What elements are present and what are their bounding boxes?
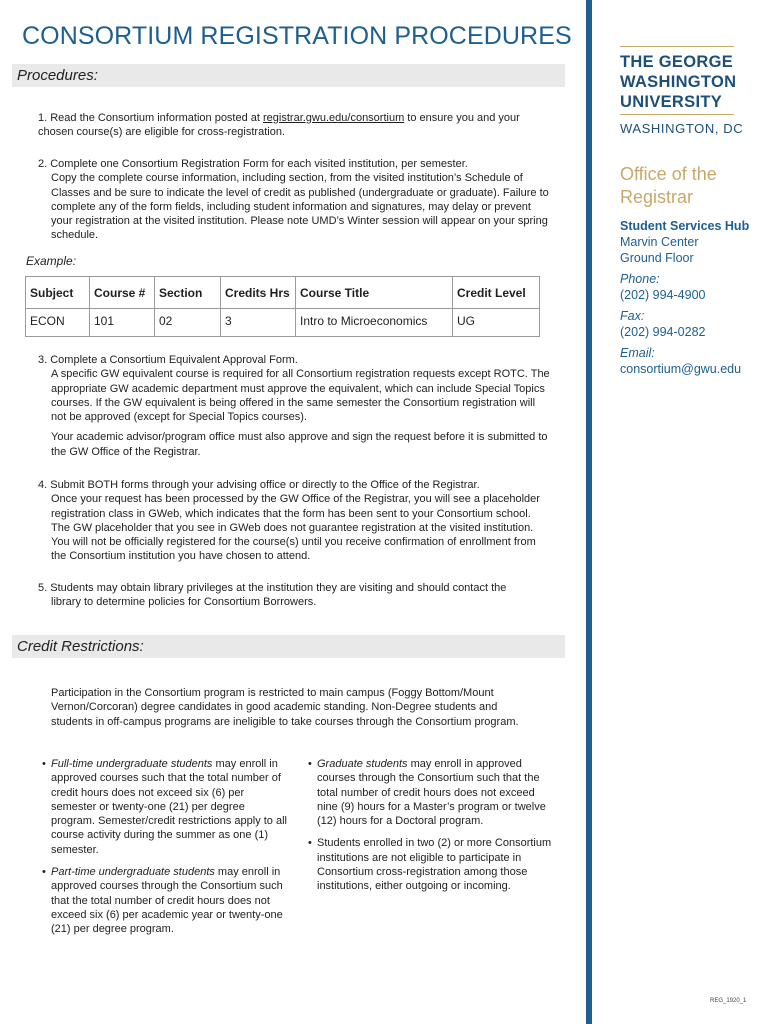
cell-course-number: 101 [90, 309, 155, 337]
credit-column-left [42, 757, 287, 945]
example-label: Example: [26, 254, 77, 268]
email-label: Email: [620, 346, 655, 360]
cell-section: 02 [155, 309, 221, 337]
col-header-credit-hours: Credits Hrs [221, 277, 296, 309]
graduate-text: may enroll in approved courses through the Consortium such that the total number of credit hours does not exceed nine (9) hours for a Master’s program or twelve (12) hours for a Doctoral program. [317, 758, 546, 828]
bullet-icon: • [42, 758, 46, 770]
email-link[interactable]: consortium@gwu.edu [620, 362, 742, 376]
example-table-header-row [26, 277, 540, 309]
step-4 [38, 478, 550, 564]
step-1 [38, 111, 550, 140]
phone-label: Phone: [620, 272, 660, 286]
consortium-link[interactable]: registrar.gwu.edu/consortium [263, 112, 405, 124]
col-header-section: Section [155, 277, 221, 309]
list-item [42, 865, 287, 936]
logo-line-2: WASHINGTON [620, 73, 737, 91]
col-header-course-number: Course # [90, 277, 155, 309]
fulltime-label: Full-time undergraduate students [51, 758, 213, 770]
bullet-icon: • [42, 866, 46, 879]
office-title [620, 163, 717, 209]
logo-rule-top [620, 46, 734, 47]
student-services-hub [620, 218, 749, 266]
list-item [308, 757, 553, 828]
sidebar-divider [586, 0, 592, 1024]
bullet-icon: • [308, 758, 312, 770]
example-table [25, 276, 540, 337]
parttime-label: Part-time undergraduate students [51, 866, 215, 879]
procedures-band [12, 64, 565, 87]
credit-restrictions-heading: Credit Restrictions: [17, 638, 144, 655]
bullet-icon: • [308, 837, 312, 850]
step-2-body: Copy the complete course information, including section, from the visited institution’s Schedule of Classes and be sure to indicate the level of credit as published (undergraduate or graduate). Failure to complete any of the form fields, including student information and signatures, may delay or prevent your registration at the visited institution. Please note UMD’s Winter session will appear on your spring schedule. [51, 172, 549, 242]
office-title-line-1: Office of the [620, 164, 717, 184]
cell-course-title: Intro to Microeconomics [296, 309, 453, 337]
step-2 [38, 157, 550, 243]
col-header-credit-level: Credit Level [453, 277, 540, 309]
logo-line-1: THE GEORGE [620, 53, 734, 71]
fax-block [620, 308, 705, 340]
step-2-lead: 2. Complete one Consortium Registration Form for each visited institution, per semester. [38, 158, 468, 170]
credit-column-right [308, 757, 553, 902]
procedures-heading: Procedures: [17, 67, 98, 84]
step-3-extra: Your academic advisor/program office must also approve and sign the request before it is submitted to the GW Office of the Registrar. [51, 431, 548, 458]
step-1-prefix: 1. Read the Consortium information posted at [38, 112, 264, 124]
step-1-suffix: to ensure you and your chosen course(s) are eligible for cross-registration. [38, 112, 520, 139]
footer-code: REG_1920_1 [710, 998, 747, 1004]
fulltime-text: may enroll in approved courses such that the total number of credit hours does not exceed six (6) per semester or twenty-one (21) per degree program. Semester/credit restrictions apply to all course activity during the summer as one (1) semester. [51, 758, 287, 856]
logo-rule-bottom [620, 114, 734, 115]
two-or-more-text: Students enrolled in two (2) or more Consortium institutions are not eligible to participate in Consortium cross-registration among those institutions, either outgoing or incoming. [317, 837, 552, 893]
graduate-label: Graduate students [317, 758, 408, 770]
step-3-lead: 3. Complete a Consortium Equivalent Approval Form. [38, 354, 298, 366]
step-5-body: library to determine policies for Consortium Borrowers. [51, 596, 317, 609]
credit-intro: Participation in the Consortium program is restricted to main campus (Foggy Bottom/Mount Vernon/Corcoran) degree candidates in good academic standing. Non-Degree students and students in off-campus programs are ineligible to take courses through the Consortium program. [51, 687, 519, 728]
list-item [308, 836, 553, 893]
phone-number[interactable]: (202) 994-4900 [620, 288, 706, 302]
gwu-logo [620, 52, 736, 112]
hub-location-line-2: Ground Floor [620, 251, 694, 265]
table-row [26, 309, 540, 337]
col-header-subject: Subject [26, 277, 90, 309]
step-4-lead: 4. Submit BOTH forms through your advising office or directly to the Office of the Registrar. [38, 479, 480, 491]
step-3-body: A specific GW equivalent course is required for all Consortium registration requests except ROTC. The appropriate GW academic department must approve the equivalent, which can include Special Topics courses. If the GW equivalent is being offered in the same semester the Consortium registration will not be approved (except for Special Topics courses). [51, 368, 550, 424]
step-4-body: Once your request has been processed by the GW Office of the Registrar, you will see a placeholder registration class in GWeb, which indicates that the form has been sent to your Consortium school. The GW placeholder that you see in GWeb does not guarantee registration at the visited institution. You will not be officially registered for the course(s) until you receive confirmation of enrollment from the Consortium institution you have chosen to attend. [51, 493, 540, 563]
list-item [42, 757, 287, 857]
col-header-course-title: Course Title [296, 277, 453, 309]
credit-restrictions-band [12, 635, 565, 658]
step-5-lead: 5. Students may obtain library privileges at the institution they are visiting and should contact the [38, 582, 507, 594]
logo-line-3: UNIVERSITY [620, 93, 723, 111]
phone-block [620, 271, 705, 303]
cell-credit-hours: 3 [221, 309, 296, 337]
fax-label: Fax: [620, 309, 645, 323]
office-title-line-2: Registrar [620, 187, 694, 207]
parttime-text: may enroll in approved courses through the Consortium such that the total number of credit hours does not exceed six (6) per academic year or twenty-one (21) per degree program. [51, 866, 283, 936]
email-block [620, 345, 741, 377]
cell-subject: ECON [26, 309, 90, 337]
page-title: CONSORTIUM REGISTRATION PROCEDURES [22, 22, 572, 50]
cell-credit-level: UG [453, 309, 540, 337]
logo-location: WASHINGTON, DC [620, 121, 744, 136]
hub-title: Student Services Hub [620, 219, 750, 233]
step-5 [38, 581, 550, 610]
step-3 [38, 353, 550, 459]
fax-number: (202) 994-0282 [620, 325, 706, 339]
hub-location-line-1: Marvin Center [620, 235, 699, 249]
